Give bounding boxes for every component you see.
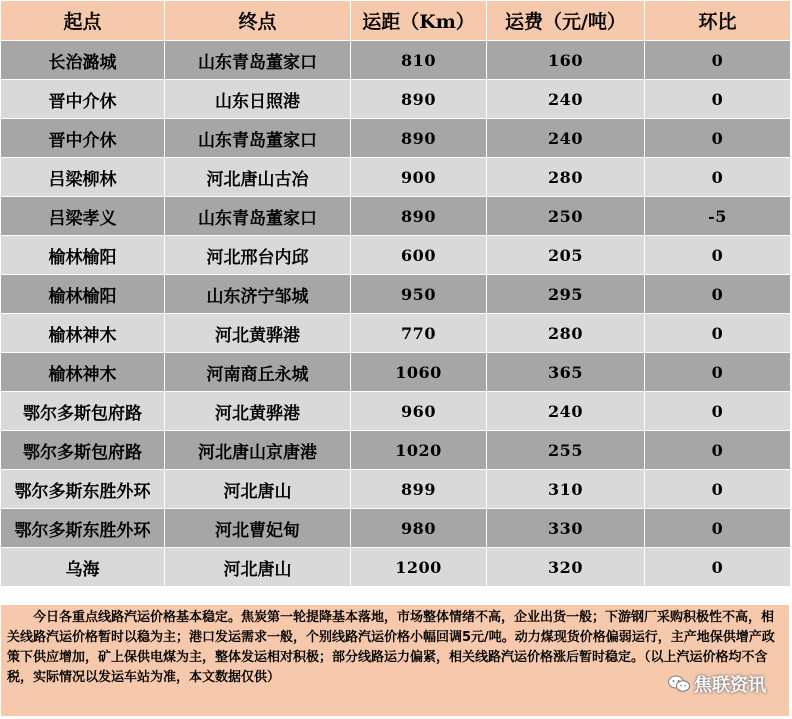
table-row	[1, 80, 791, 119]
table-row	[1, 158, 791, 197]
origin-cell: 榆林榆阳	[1, 275, 165, 314]
distance-cell: 950	[351, 275, 487, 314]
change-cell: 0	[645, 392, 791, 431]
rate-cell: 205	[487, 236, 645, 275]
origin-cell: 吕梁孝义	[1, 197, 165, 236]
table-row	[1, 314, 791, 353]
wechat-icon	[668, 675, 690, 693]
rate-cell: 295	[487, 275, 645, 314]
distance-cell: 1200	[351, 548, 487, 587]
table-row	[1, 197, 791, 236]
change-cell: 0	[645, 158, 791, 197]
distance-cell: 899	[351, 470, 487, 509]
change-cell: -5	[645, 197, 791, 236]
rate-cell: 320	[487, 548, 645, 587]
table-row	[1, 353, 791, 392]
rate-cell: 240	[487, 392, 645, 431]
origin-cell: 晋中介休	[1, 119, 165, 158]
header-distance: 运距（Km）	[351, 1, 487, 41]
destination-cell: 河北黄骅港	[165, 392, 351, 431]
destination-cell: 山东济宁邹城	[165, 275, 351, 314]
origin-cell: 鄂尔多斯东胜外环	[1, 509, 165, 548]
header-destination: 终点	[165, 1, 351, 41]
rate-cell: 255	[487, 431, 645, 470]
table-row	[1, 431, 791, 470]
table-row	[1, 41, 791, 80]
change-cell: 0	[645, 314, 791, 353]
distance-cell: 890	[351, 119, 487, 158]
change-cell: 0	[645, 119, 791, 158]
distance-cell: 890	[351, 80, 487, 119]
table-row	[1, 509, 791, 548]
rate-cell: 330	[487, 509, 645, 548]
origin-cell: 长治潞城	[1, 41, 165, 80]
table-body	[1, 41, 791, 587]
rate-cell: 240	[487, 119, 645, 158]
change-cell: 0	[645, 470, 791, 509]
distance-cell: 810	[351, 41, 487, 80]
change-cell: 0	[645, 509, 791, 548]
distance-cell: 900	[351, 158, 487, 197]
distance-cell: 960	[351, 392, 487, 431]
market-commentary: 今日各重点线路汽运价格基本稳定。焦炭第一轮提降基本落地，市场整体情绪不高，企业出货一般；下游钢厂采购积极性不高，相关线路汽运价格暂时以稳为主；港口发运需求一般，个别线路汽运价格小幅回调5元/吨。动力煤现货价格偏弱运行，主产地保供增产政策下供应增加，矿上保供电煤为主，整体发运相对积极；部分线路运力偏紧，相关线路汽运价格涨后暂时稳定。（以上汽运价格均不含税，实际情况以发运车站为准，本文数据仅供）	[0, 604, 790, 717]
change-cell: 0	[645, 80, 791, 119]
table-row	[1, 275, 791, 314]
header-change: 环比	[645, 1, 791, 41]
rate-cell: 160	[487, 41, 645, 80]
origin-cell: 榆林神木	[1, 314, 165, 353]
destination-cell: 河北邢台内邱	[165, 236, 351, 275]
rate-cell: 310	[487, 470, 645, 509]
rate-cell: 240	[487, 80, 645, 119]
destination-cell: 山东青岛董家口	[165, 197, 351, 236]
distance-cell: 600	[351, 236, 487, 275]
header-freight-rate: 运费（元/吨）	[487, 1, 645, 41]
origin-cell: 榆林榆阳	[1, 236, 165, 275]
table-row	[1, 119, 791, 158]
origin-cell: 晋中介休	[1, 80, 165, 119]
rate-cell: 280	[487, 158, 645, 197]
change-cell: 0	[645, 275, 791, 314]
destination-cell: 河北唐山	[165, 470, 351, 509]
change-cell: 0	[645, 236, 791, 275]
change-cell: 0	[645, 431, 791, 470]
origin-cell: 乌海	[1, 548, 165, 587]
rate-cell: 365	[487, 353, 645, 392]
distance-cell: 1020	[351, 431, 487, 470]
destination-cell: 河北黄骅港	[165, 314, 351, 353]
change-cell: 0	[645, 353, 791, 392]
table-row	[1, 470, 791, 509]
change-cell: 0	[645, 548, 791, 587]
header-row	[1, 1, 791, 41]
destination-cell: 河南商丘永城	[165, 353, 351, 392]
destination-cell: 山东青岛董家口	[165, 41, 351, 80]
watermark	[668, 671, 766, 697]
origin-cell: 榆林神木	[1, 353, 165, 392]
origin-cell: 鄂尔多斯东胜外环	[1, 470, 165, 509]
change-cell: 0	[645, 41, 791, 80]
table-row	[1, 548, 791, 587]
watermark-text: 焦联资讯	[694, 675, 766, 696]
destination-cell: 山东日照港	[165, 80, 351, 119]
rate-cell: 250	[487, 197, 645, 236]
rate-cell: 280	[487, 314, 645, 353]
distance-cell: 770	[351, 314, 487, 353]
header-origin: 起点	[1, 1, 165, 41]
distance-cell: 1060	[351, 353, 487, 392]
destination-cell: 河北曹妃甸	[165, 509, 351, 548]
destination-cell: 河北唐山古冶	[165, 158, 351, 197]
origin-cell: 鄂尔多斯包府路	[1, 431, 165, 470]
distance-cell: 890	[351, 197, 487, 236]
origin-cell: 鄂尔多斯包府路	[1, 392, 165, 431]
destination-cell: 河北唐山京唐港	[165, 431, 351, 470]
destination-cell: 河北唐山	[165, 548, 351, 587]
table-row	[1, 392, 791, 431]
table-row	[1, 236, 791, 275]
origin-cell: 吕梁柳林	[1, 158, 165, 197]
destination-cell: 山东青岛董家口	[165, 119, 351, 158]
distance-cell: 980	[351, 509, 487, 548]
